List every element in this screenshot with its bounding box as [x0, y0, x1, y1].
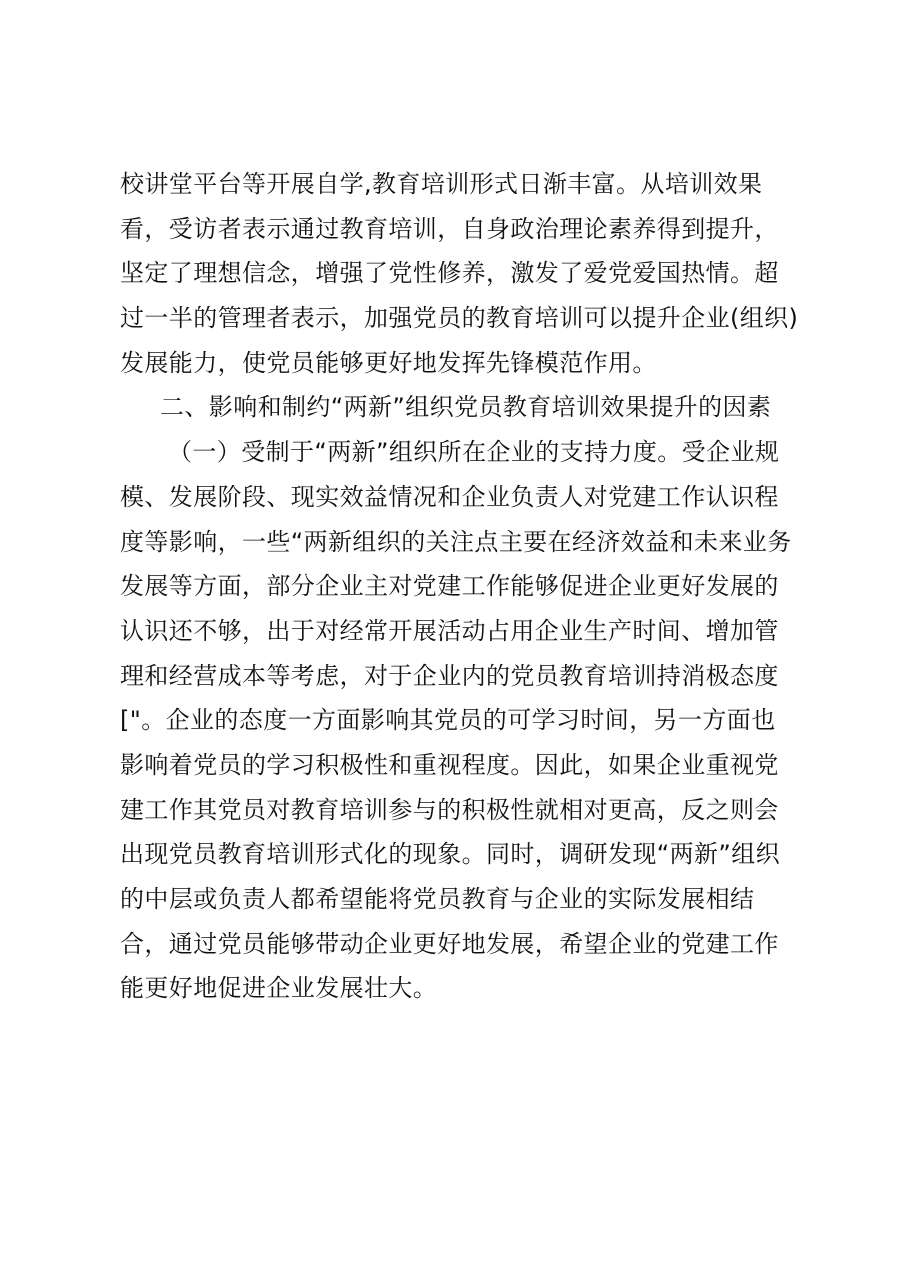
paragraph-line: 过一半的管理者表示，加强党员的教育培训可以提升企业(组织) [120, 304, 799, 333]
paragraph-line: （一）受制于“两新”组织所在企业的支持力度。受企业规 [168, 438, 780, 467]
paragraph-line: ["。企业的态度一方面影响其党员的可学习时间，另一方面也 [120, 706, 776, 735]
paragraph-line: 校讲堂平台等开展自学,教育培训形式日渐丰富。从培训效果 [120, 170, 763, 198]
document-body [120, 162, 800, 1011]
paragraph-line: 的中层或负责人都希望能将党员教育与企业的实际发展相结 [120, 885, 755, 913]
paragraph-line: 合，通过党员能够带动企业更好地发展，希望企业的党建工作 [120, 929, 779, 958]
paragraph-line: 能更好地促进企业发展壮大。 [120, 974, 438, 1003]
paragraph-line: 认识还不够，出于对经常开展活动占用企业生产时间、增加管 [120, 616, 779, 645]
paragraph-line: 模、发展阶段、现实效益情况和企业负责人对党建工作认识程 [120, 482, 779, 511]
paragraph-line: 出现党员教育培训形式化的现象。同时，调研发现“两新”组织 [120, 840, 781, 869]
paragraph-line: 影响着党员的学习积极性和重视程度。因此，如果企业重视党 [120, 750, 779, 779]
paragraph-line: 发展等方面，部分企业主对党建工作能够促进企业更好发展的 [120, 572, 779, 601]
paragraph-line: 看，受访者表示通过教育培训，自身政治理论素养得到提升， [120, 214, 779, 243]
paragraph-line: 理和经营成本等考虑，对于企业内的党员教育培训持消极态度 [120, 661, 779, 690]
paragraph-line: 度等影响，一些“两新组织的关注点主要在经济效益和未来业务 [120, 527, 792, 556]
paragraph-line: 发展能力，使党员能够更好地发挥先锋模范作用。 [120, 348, 657, 377]
section-heading: 二、影响和制约“两新”组织党员教育培训效果提升的因素 [160, 393, 772, 422]
paragraph-line: 坚定了理想信念，增强了党性修养，激发了爱党爱国热情。超 [120, 259, 779, 288]
paragraph-line: 建工作其党员对教育培训参与的积极性就相对更高，反之则会 [120, 795, 779, 824]
